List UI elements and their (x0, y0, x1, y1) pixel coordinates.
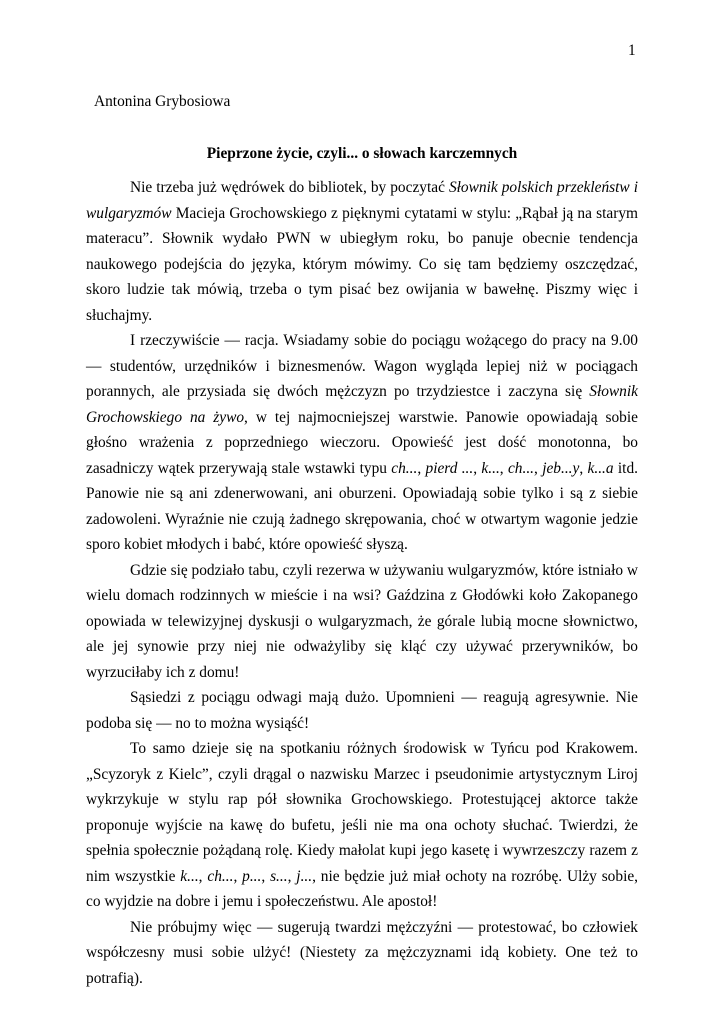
text-run: , (473, 459, 482, 477)
italic-text-run: s... (270, 867, 288, 885)
text-run: , (198, 867, 208, 885)
text-run: Sąsiedzi z pociągu odwagi mają dużo. Upomnieni — reagują agresywnie. Nie podoba się — no to można wysiąść! (86, 689, 638, 732)
text-run: , (499, 459, 508, 477)
italic-text-run: Słownik polskich przekleństw i wulgaryzmów (86, 179, 638, 222)
article-title: Pieprzone życie, czyli... o słowach karczemnych (206, 145, 518, 162)
italic-text-run: ch... (507, 459, 535, 477)
text-run: Gdzie się podziało tabu, czyli rezerwa w używaniu wulgaryzmów, które istniało w wielu domach rodzinnych w mieście i na wsi? Gaździna z Głodówki koło Zakopanego opowiada w telewizyjnej dyskusji o wulgaryzmach, że górale lubią mocne słownictwo, ale jej synowie przy niej nie odważyliby się kląć czy używać przerywników, bo wyrzuciłaby ich z domu! (86, 561, 639, 681)
italic-text-run: jeb...y (542, 459, 580, 477)
paragraph (86, 685, 638, 736)
paragraph (86, 328, 638, 558)
text-run: , (261, 867, 271, 885)
italic-text-run: k... (180, 867, 199, 885)
italic-text-run: ch... (391, 459, 418, 477)
italic-text-run: j... (296, 867, 313, 885)
author-name: Antonina Grybosiowa (94, 93, 231, 110)
text-run: , (287, 867, 297, 885)
italic-text-run: pierd ... (425, 459, 474, 477)
italic-text-run: k... (481, 459, 500, 477)
paragraph (86, 558, 638, 686)
text-run: I rzeczywiście — racja. Wsiadamy sobie do pociągu wożącego do pracy na 9.00 — studentów, urzędników i biznesmenów. Wagon wygląda lepiej niż w pociągach porannych, ale przysiada się dwóch mężczyzn po trzydziestce i zaczyna się (86, 332, 638, 400)
paragraph (86, 175, 638, 328)
text-run: To samo dzieje się na spotkaniu różnych środowisk w Tyńcu pod Krakowem. „Scyzoryk z Kielc”, czyli drągal o nazwisku Marzec i pseudonimie artystycznym Liroj wykrzykuje w stylu rap pół słownika Grochowskiego. Protestującej aktorce także proponuje wyjście na kawę do bufetu, jeśli nie ma ona ochoty słuchać. Twierdzi, że spełnia społecznie pożądaną rolę. Kiedy małolat kupi jego kasetę i wywrzeszczy razem z nim wszystkie (86, 740, 638, 885)
text-run: itd. Panowie nie są ani zdenerwowani, ani oburzeni. Opowiadają sobie tylko i są z siebie zadowoleni. Wyraźnie nie czują żadnego skrępowania, choć w otwartym wagonie jedzie sporo kobiet młodych i babć, które opowieść słyszą. (86, 459, 639, 553)
text-run: , (233, 867, 243, 885)
article-body (86, 175, 638, 991)
italic-text-run: Słownik Grochowskiego na żywo (86, 383, 638, 426)
text-run: Macieja Grochowskiego z pięknymi cytatami w stylu: „Rąbał ją na starym materacu”. Słownik wydało PWN w ubiegłym roku, bo panuje obecnie tendencja naukowego podejścia do języka, którym mówimy. Co się tam będziemy oszczędzać, skoro ludzie tak mówią, trzeba o tym pisać bez owijania w bawełnę. Piszmy więc i słuchajmy. (86, 204, 638, 324)
text-run: , w tej najmocniejszej warstwie. Panowie opowiadają sobie głośno wrażenia z poprzedniego wieczoru. Opowieść jest dość monotonna, bo zasadniczy wątek przerywają stale wstawki typu (86, 408, 638, 477)
text-run: , (417, 459, 426, 477)
page-number: 1 (628, 42, 636, 59)
text-run: , (579, 459, 588, 477)
text-run: , nie będzie już miał ochoty na rozróbę. Ulży sobie, co wyjdzie na dobre i jemu i społeczeństwu. Ale apostoł! (86, 867, 639, 910)
text-run: , (534, 459, 543, 477)
paragraph (86, 736, 638, 915)
text-run: Nie trzeba już wędrówek do bibliotek, by poczytać (130, 179, 449, 196)
italic-text-run: p... (242, 867, 262, 885)
paragraph (86, 915, 638, 992)
italic-text-run: k...a (587, 459, 614, 477)
italic-text-run: ch... (207, 867, 234, 885)
text-run: Nie próbujmy więc — sugerują twardzi mężczyźni — protestować, bo człowiek współczesny musi sobie ulżyć! (Niestety za mężczyznami idą kobiety. One też to potrafią). (86, 918, 638, 987)
